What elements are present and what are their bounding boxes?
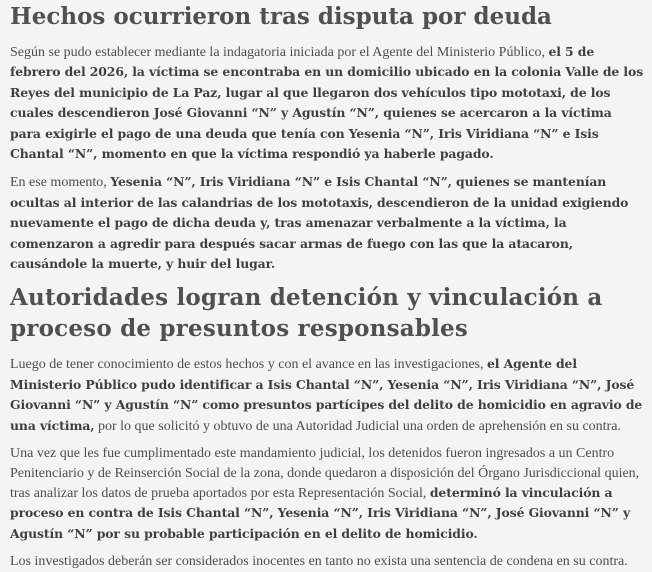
paragraph-2 <box>10 172 646 274</box>
p3-text-b: por lo que solicitó y obtuvo de una Autoridad Judicial una orden de aprehensión en su contra. <box>94 418 621 434</box>
p3-text-a: Luego de tener conocimiento de estos hechos y con el avance en las investigaciones, <box>10 357 487 373</box>
p1-text: Según se pudo establecer mediante la indagatoria iniciada por el Agente del Ministerio Público, <box>10 45 549 60</box>
paragraph-4 <box>10 444 646 544</box>
p3-bold: el Agente del Ministerio Público pudo identificar a Isis Chantal “N”, Yesenia “N”, Iris Viridiana “N”, José Giovanni “N” y Agustín “N” como presuntos partícipes del delito de homicidio en agravio de una víctima, <box>10 356 643 433</box>
section-heading-facts: Hechos ocurrieron tras disputa por deuda <box>10 3 552 30</box>
paragraph-5 <box>10 552 646 571</box>
p4-bold: determinó la vinculación a proceso en contra de Isis Chantal “N”, Yesenia “N”, Iris Viridiana “N”, José Giovanni “N” y Agustín “N” por su probable participación en el delito de homicidio. <box>10 484 631 541</box>
p4-text: Una vez que les fue cumplimentado este mandamiento judicial, los detenidos fueron ingresados a un Centro Penitenciario y de Reinserción Social de la zona, donde quedaron a disposición del Órgano Jurisdiccional quien, tras analizar los datos de prueba aportados por esta Representación Social, <box>10 446 640 501</box>
p1-bold: el 5 de febrero del 2026, la víctima se encontraba en un domicilio ubicado en la colonia Valle de los Reyes del municipio de La Paz, lugar al que llegaron dos vehículos tipo mototaxi, de los cuales descendieron José Giovanni “N” y Agustín “N”, quienes se acercaron a la víctima para exigirle el pago de una deuda que tenía con Yesenia “N”, Iris Viridiana “N” e Isis Chantal “N”, momento en que la víctima respondió ya haberle pagado. <box>10 44 644 162</box>
p2-text: En ese momento, <box>10 175 111 191</box>
p5-text: Los investigados deberán ser considerados inocentes en tanto no exista una sentencia de condena en su contra. <box>10 554 628 570</box>
paragraph-1 <box>10 42 646 164</box>
section-heading-arrest: Autoridades logran detención y vinculación a proceso de presuntos responsables <box>10 284 603 343</box>
paragraph-3 <box>10 354 646 436</box>
p2-bold: Yesenia “N”, Iris Viridiana “N” e Isis Chantal “N”, quienes se mantenían ocultas al interior de las calandrias de los mototaxis, descendieron de la unidad exigiendo nuevamente el pago de dicha deuda y, tras amenazar verbalmente a la víctima, la comenzaron a agredir para después sacar armas de fuego con las que la atacaron, causándole la muerte, y huir del lugar. <box>10 174 629 272</box>
